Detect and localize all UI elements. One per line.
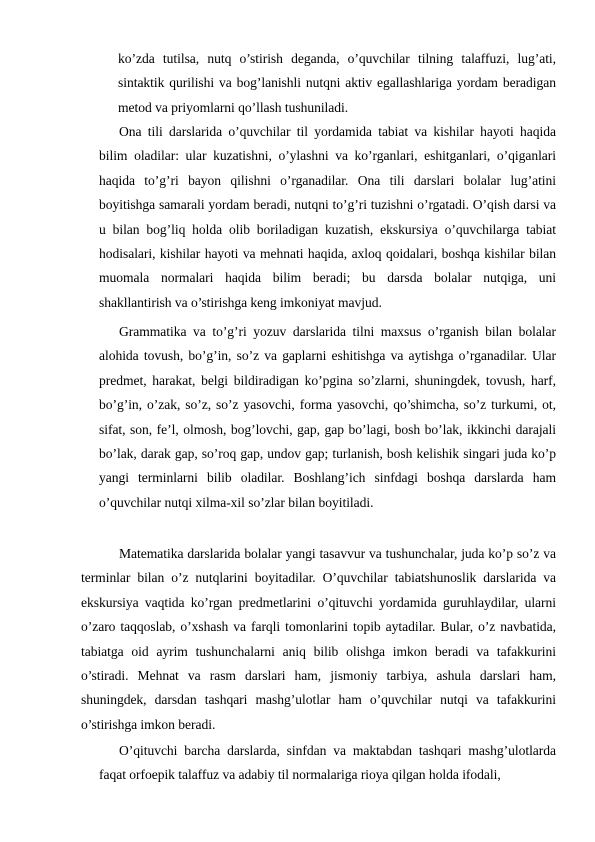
- paragraph-4: Matematika darslarida bolalar yangi tasavvur va tushunchalar, juda ko’p so’z va terminlar bilan o’z nutqlarini boyitadilar. O’quvchilar tabiatshunoslik darslarida va ekskursiya vaqtida ko’rgan predmetlarini o’qituvchi yordamida guruhlaydilar, ularni o’zaro taqqoslab, o’xshash va farqli tomonlarini topib aytadilar. Bular, o’z navbatida, tabiatga oid ayrim tushunchalarni aniq bilib olishga imkon beradi va tafakkurini o’stiradi. Mehnat va rasm darslari ham, jismoniy tarbiya, ashula darslari ham, shuningdek, darsdan tashqari mashg’ulotlar ham o’quvchilar nutqi va tafakkurini o’stirishga imkon beradi.: [81, 546, 556, 732]
- paragraph-3: Grammatika va to’g’ri yozuv darslarida tilni maxsus o’rganish bilan bolalar alohida tovush, bo’g’in, so’z va gaplarni eshitishga va aytishga o’rganadilar. Ular predmet, harakat, belgi bildiradigan ko’pgina so’zlarni, shuningdek, tovush, harf, bo’g’in, o’zak, so’z, so’z yasovchi, forma yasovchi, qo’shimcha, so’z turkumi, ot, sifat, son, fe’l, olmosh, bog’lovchi, gap, gap bo’lagi, bosh bo’lak, ikkinchi darajali bo’lak, darak gap, so’roq gap, undov gap; turlanish, bosh kelishik singari juda ko’p yangi terminlarni bilib oladilar. Boshlang’ich sinfdagi boshqa darslarda ham o’quvchilar nutqi xilma-xil so’zlar bilan boyitiladi.: [99, 324, 556, 510]
- paragraph-5: O’qituvchi barcha darslarda, sinfdan va maktabdan tashqari mashg’ulotlarda faqat orfoepik talaffuz va adabiy til normalariga rioya qilgan holda ifodali,: [99, 743, 556, 783]
- paragraph-1: ko’zda tutilsa, nutq o’stirish deganda, o’quvchilar tilning talaffuzi, lug’ati, sintaktik qurilishi va bog’lanishli nutqni aktiv egallashlariga yordam beradigan metod va priyomlarni qo’llash tushuniladi.: [118, 51, 556, 115]
- paragraph-2: Ona tili darslarida o’quvchilar til yordamida tabiat va kishilar hayoti haqida bilim oladilar: ular kuzatishni, o’ylashni va ko’rganlari, eshitganlari, o’qiganlari haqida to’g’ri bayon qilishni o’rganadilar. Ona tili darslari bolalar lug’atini boyitishga samarali yordam beradi, nutqni to’g’ri tuzishni o’rgatadi. O’qish darsi va u bilan bog’liq holda olib boriladigan kuzatish, ekskursiya o’quvchilarga tabiat hodisalari, kishilar hayoti va mehnati haqida, axloq qoidalari, boshqa kishilar bilan muomala normalari haqida bilim beradi; bu darsda bolalar nutqiga, uni shakllantirish va o’stirishga keng imkoniyat mavjud.: [99, 124, 556, 310]
